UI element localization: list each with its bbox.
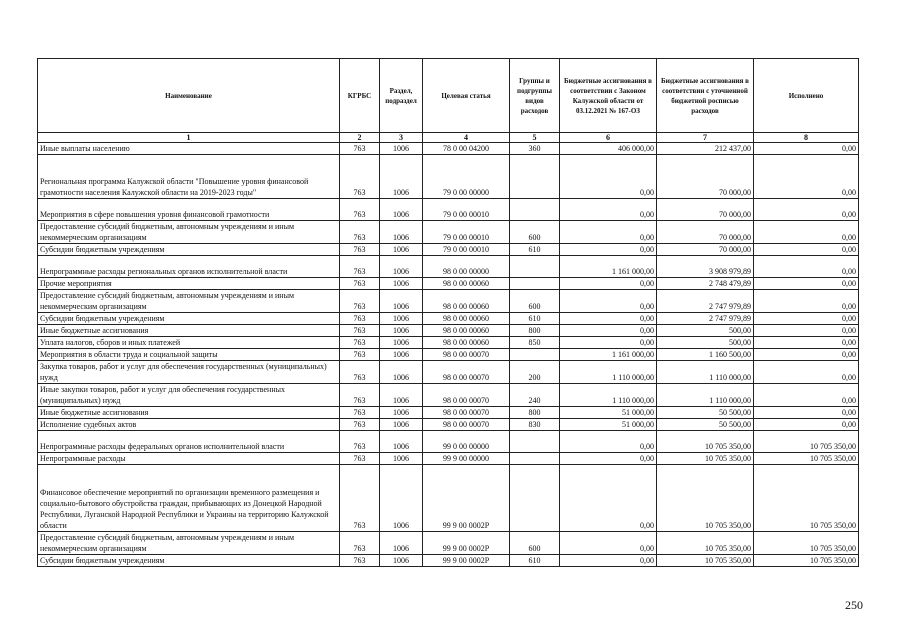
- cell-kgrbs: 763: [340, 143, 380, 155]
- cell-law-amount: 0,00: [560, 337, 657, 349]
- cell-target: 79 0 00 00010: [423, 221, 510, 244]
- cell-executed-amount: 0,00: [754, 290, 859, 313]
- table-row: [38, 143, 859, 155]
- cell-law-amount: 0,00: [560, 155, 657, 199]
- cell-group: 600: [510, 290, 560, 313]
- table-row: [38, 337, 859, 349]
- cell-target: 98 0 00 00070: [423, 349, 510, 361]
- cell-section: 1006: [380, 431, 423, 453]
- cell-law-amount: 1 110 000,00: [560, 384, 657, 407]
- cell-group: [510, 349, 560, 361]
- cell-refined-amount: 212 437,00: [657, 143, 754, 155]
- cell-executed-amount: 10 705 350,00: [754, 453, 859, 465]
- cell-target: 98 0 00 00060: [423, 290, 510, 313]
- cell-section: 1006: [380, 532, 423, 555]
- cell-section: 1006: [380, 290, 423, 313]
- cell-refined-amount: 500,00: [657, 325, 754, 337]
- cell-refined-amount: 50 500,00: [657, 407, 754, 419]
- cell-refined-amount: 2 748 479,89: [657, 278, 754, 290]
- cell-kgrbs: 763: [340, 244, 380, 256]
- cell-name: Региональная программа Калужской области "Повышение уровня финансовой грамотности населения Калужской области на 2019-2023 годы": [38, 155, 340, 199]
- cell-executed-amount: 0,00: [754, 407, 859, 419]
- cell-kgrbs: 763: [340, 313, 380, 325]
- cell-refined-amount: 70 000,00: [657, 221, 754, 244]
- cell-target: 98 0 00 00000: [423, 256, 510, 278]
- cell-group: [510, 256, 560, 278]
- cell-kgrbs: 763: [340, 290, 380, 313]
- cell-refined-amount: 500,00: [657, 337, 754, 349]
- cell-group: 200: [510, 361, 560, 384]
- cell-kgrbs: 763: [340, 453, 380, 465]
- cell-kgrbs: 763: [340, 337, 380, 349]
- cell-refined-amount: 10 705 350,00: [657, 431, 754, 453]
- cell-executed-amount: 10 705 350,00: [754, 532, 859, 555]
- cell-refined-amount: 70 000,00: [657, 155, 754, 199]
- cell-section: 1006: [380, 349, 423, 361]
- cell-group: 850: [510, 337, 560, 349]
- cell-refined-amount: 1 160 500,00: [657, 349, 754, 361]
- cell-law-amount: 0,00: [560, 313, 657, 325]
- cell-section: 1006: [380, 555, 423, 567]
- cell-name: Мероприятия в сфере повышения уровня финансовой грамотности: [38, 199, 340, 221]
- cell-law-amount: 51 000,00: [560, 419, 657, 431]
- column-number: 4: [423, 133, 510, 143]
- cell-executed-amount: 10 705 350,00: [754, 555, 859, 567]
- cell-name: Предоставление субсидий бюджетным, автономным учреждениям и иным некоммерческим организациям: [38, 221, 340, 244]
- cell-name: Закупка товаров, работ и услуг для обеспечения государственных (муниципальных) нужд: [38, 361, 340, 384]
- cell-target: 98 0 00 00060: [423, 278, 510, 290]
- column-number: 8: [754, 133, 859, 143]
- cell-name: Финансовое обеспечение мероприятий по организации временного размещения и социально-бытового обустройства граждан, прибывающих из Донецкой Народной Республики, Луганской Народной Республики и Украины на территорию Калужской области: [38, 465, 340, 532]
- cell-kgrbs: 763: [340, 532, 380, 555]
- cell-law-amount: 0,00: [560, 555, 657, 567]
- cell-law-amount: 0,00: [560, 453, 657, 465]
- cell-section: 1006: [380, 155, 423, 199]
- cell-target: 99 9 00 0002Р: [423, 532, 510, 555]
- cell-law-amount: 406 000,00: [560, 143, 657, 155]
- table-row: [38, 384, 859, 407]
- cell-name: Иные бюджетные ассигнования: [38, 325, 340, 337]
- cell-kgrbs: 763: [340, 465, 380, 532]
- column-number: 5: [510, 133, 560, 143]
- table-row: [38, 532, 859, 555]
- cell-law-amount: 1 161 000,00: [560, 256, 657, 278]
- cell-executed-amount: 10 705 350,00: [754, 465, 859, 532]
- cell-target: 79 0 00 00010: [423, 199, 510, 221]
- cell-kgrbs: 763: [340, 256, 380, 278]
- cell-section: 1006: [380, 278, 423, 290]
- table-body: [38, 143, 859, 567]
- cell-kgrbs: 763: [340, 349, 380, 361]
- cell-group: 610: [510, 313, 560, 325]
- cell-refined-amount: 10 705 350,00: [657, 555, 754, 567]
- cell-refined-amount: 1 110 000,00: [657, 361, 754, 384]
- budget-table-container: [37, 58, 858, 567]
- cell-group: 240: [510, 384, 560, 407]
- cell-executed-amount: 0,00: [754, 278, 859, 290]
- header-target: Целевая статья: [423, 59, 510, 133]
- cell-section: 1006: [380, 256, 423, 278]
- column-number: 7: [657, 133, 754, 143]
- column-number: 2: [340, 133, 380, 143]
- column-number-row: [38, 133, 859, 143]
- cell-refined-amount: 70 000,00: [657, 244, 754, 256]
- cell-executed-amount: 10 705 350,00: [754, 431, 859, 453]
- cell-executed-amount: 0,00: [754, 349, 859, 361]
- cell-name: Непрограммные расходы: [38, 453, 340, 465]
- cell-target: 79 0 00 00000: [423, 155, 510, 199]
- table-row: [38, 199, 859, 221]
- cell-executed-amount: 0,00: [754, 256, 859, 278]
- table-row: [38, 256, 859, 278]
- table-row: [38, 313, 859, 325]
- column-number: 1: [38, 133, 340, 143]
- cell-kgrbs: 763: [340, 361, 380, 384]
- cell-name: Иные бюджетные ассигнования: [38, 407, 340, 419]
- cell-group: 610: [510, 244, 560, 256]
- cell-target: 98 0 00 00070: [423, 407, 510, 419]
- cell-refined-amount: 10 705 350,00: [657, 465, 754, 532]
- cell-kgrbs: 763: [340, 199, 380, 221]
- cell-name: Уплата налогов, сборов и иных платежей: [38, 337, 340, 349]
- cell-executed-amount: 0,00: [754, 325, 859, 337]
- cell-kgrbs: 763: [340, 407, 380, 419]
- cell-name: Мероприятия в области труда и социальной защиты: [38, 349, 340, 361]
- cell-name: Непрограммные расходы региональных органов исполнительной власти: [38, 256, 340, 278]
- cell-group: 800: [510, 407, 560, 419]
- cell-law-amount: 0,00: [560, 532, 657, 555]
- cell-refined-amount: 70 000,00: [657, 199, 754, 221]
- cell-group: [510, 199, 560, 221]
- cell-group: [510, 465, 560, 532]
- cell-group: 800: [510, 325, 560, 337]
- cell-name: Предоставление субсидий бюджетным, автономным учреждениям и иным некоммерческим организациям: [38, 290, 340, 313]
- cell-refined-amount: 2 747 979,89: [657, 313, 754, 325]
- cell-target: 99 9 00 00000: [423, 453, 510, 465]
- table-row: [38, 555, 859, 567]
- table-row: [38, 419, 859, 431]
- cell-kgrbs: 763: [340, 431, 380, 453]
- cell-refined-amount: 10 705 350,00: [657, 453, 754, 465]
- cell-kgrbs: 763: [340, 278, 380, 290]
- cell-target: 99 9 00 0002Р: [423, 555, 510, 567]
- cell-kgrbs: 763: [340, 221, 380, 244]
- header-row: [38, 59, 859, 133]
- cell-law-amount: 0,00: [560, 325, 657, 337]
- cell-target: 98 0 00 00060: [423, 313, 510, 325]
- cell-law-amount: 0,00: [560, 290, 657, 313]
- cell-executed-amount: 0,00: [754, 384, 859, 407]
- cell-law-amount: 0,00: [560, 278, 657, 290]
- cell-name: Иные выплаты населению: [38, 143, 340, 155]
- cell-section: 1006: [380, 143, 423, 155]
- table-row: [38, 290, 859, 313]
- cell-kgrbs: 763: [340, 155, 380, 199]
- cell-executed-amount: 0,00: [754, 419, 859, 431]
- cell-refined-amount: 10 705 350,00: [657, 532, 754, 555]
- cell-target: 99 9 00 0002Р: [423, 465, 510, 532]
- cell-executed-amount: 0,00: [754, 313, 859, 325]
- header-refined: Бюджетные ассигнования в соответствии с уточненной бюджетной росписью расходов: [657, 59, 754, 133]
- cell-group: 830: [510, 419, 560, 431]
- table-row: [38, 431, 859, 453]
- cell-executed-amount: 0,00: [754, 199, 859, 221]
- cell-group: [510, 155, 560, 199]
- cell-target: 99 0 00 00000: [423, 431, 510, 453]
- cell-section: 1006: [380, 244, 423, 256]
- cell-executed-amount: 0,00: [754, 244, 859, 256]
- cell-target: 98 0 00 00060: [423, 337, 510, 349]
- budget-table: [37, 58, 859, 567]
- table-row: [38, 325, 859, 337]
- column-number: 6: [560, 133, 657, 143]
- table-row: [38, 349, 859, 361]
- cell-group: [510, 278, 560, 290]
- cell-law-amount: 0,00: [560, 199, 657, 221]
- cell-section: 1006: [380, 384, 423, 407]
- cell-executed-amount: 0,00: [754, 143, 859, 155]
- table-row: [38, 221, 859, 244]
- cell-name: Субсидии бюджетным учреждениям: [38, 244, 340, 256]
- cell-group: [510, 431, 560, 453]
- cell-refined-amount: 3 908 979,89: [657, 256, 754, 278]
- cell-refined-amount: 50 500,00: [657, 419, 754, 431]
- cell-target: 98 0 00 00070: [423, 419, 510, 431]
- page-number: 250: [845, 598, 863, 612]
- cell-target: 78 0 00 04200: [423, 143, 510, 155]
- cell-section: 1006: [380, 199, 423, 221]
- cell-executed-amount: 0,00: [754, 155, 859, 199]
- cell-name: Прочие мероприятия: [38, 278, 340, 290]
- cell-target: 79 0 00 00010: [423, 244, 510, 256]
- table-row: [38, 453, 859, 465]
- cell-name: Предоставление субсидий бюджетным, автономным учреждениям и иным некоммерческим организациям: [38, 532, 340, 555]
- cell-name: Непрограммные расходы федеральных органов исполнительной власти: [38, 431, 340, 453]
- cell-group: 610: [510, 555, 560, 567]
- header-executed: Исполнено: [754, 59, 859, 133]
- cell-section: 1006: [380, 221, 423, 244]
- cell-name: Субсидии бюджетным учреждениям: [38, 313, 340, 325]
- cell-executed-amount: 0,00: [754, 337, 859, 349]
- table-row: [38, 407, 859, 419]
- cell-law-amount: 0,00: [560, 221, 657, 244]
- header-law: Бюджетные ассигнования в соответствии с Законом Калужской области от 03.12.2021 № 167-ОЗ: [560, 59, 657, 133]
- cell-target: 98 0 00 00060: [423, 325, 510, 337]
- cell-refined-amount: 2 747 979,89: [657, 290, 754, 313]
- cell-section: 1006: [380, 313, 423, 325]
- header-kgrbs: КГРБС: [340, 59, 380, 133]
- cell-kgrbs: 763: [340, 384, 380, 407]
- cell-section: 1006: [380, 361, 423, 384]
- cell-section: 1006: [380, 407, 423, 419]
- cell-refined-amount: 1 110 000,00: [657, 384, 754, 407]
- cell-name: Иные закупки товаров, работ и услуг для обеспечения государственных (муниципальных) нужд: [38, 384, 340, 407]
- cell-section: 1006: [380, 453, 423, 465]
- cell-law-amount: 1 161 000,00: [560, 349, 657, 361]
- cell-law-amount: 51 000,00: [560, 407, 657, 419]
- header-name: Наименование: [38, 59, 340, 133]
- cell-name: Исполнение судебных актов: [38, 419, 340, 431]
- cell-law-amount: 0,00: [560, 431, 657, 453]
- table-row: [38, 465, 859, 532]
- cell-group: 360: [510, 143, 560, 155]
- table-row: [38, 278, 859, 290]
- cell-group: 600: [510, 221, 560, 244]
- cell-group: [510, 453, 560, 465]
- table-row: [38, 244, 859, 256]
- table-row: [38, 155, 859, 199]
- cell-section: 1006: [380, 465, 423, 532]
- cell-kgrbs: 763: [340, 419, 380, 431]
- cell-law-amount: 1 110 000,00: [560, 361, 657, 384]
- cell-executed-amount: 0,00: [754, 221, 859, 244]
- cell-executed-amount: 0,00: [754, 361, 859, 384]
- cell-law-amount: 0,00: [560, 244, 657, 256]
- cell-section: 1006: [380, 419, 423, 431]
- column-number: 3: [380, 133, 423, 143]
- header-section: Раздел, подраздел: [380, 59, 423, 133]
- cell-name: Субсидии бюджетным учреждениям: [38, 555, 340, 567]
- cell-section: 1006: [380, 325, 423, 337]
- cell-kgrbs: 763: [340, 555, 380, 567]
- cell-group: 600: [510, 532, 560, 555]
- cell-target: 98 0 00 00070: [423, 361, 510, 384]
- header-groups: Группы и подгруппы видов расходов: [510, 59, 560, 133]
- cell-law-amount: 0,00: [560, 465, 657, 532]
- cell-section: 1006: [380, 337, 423, 349]
- cell-kgrbs: 763: [340, 325, 380, 337]
- cell-target: 98 0 00 00070: [423, 384, 510, 407]
- table-row: [38, 361, 859, 384]
